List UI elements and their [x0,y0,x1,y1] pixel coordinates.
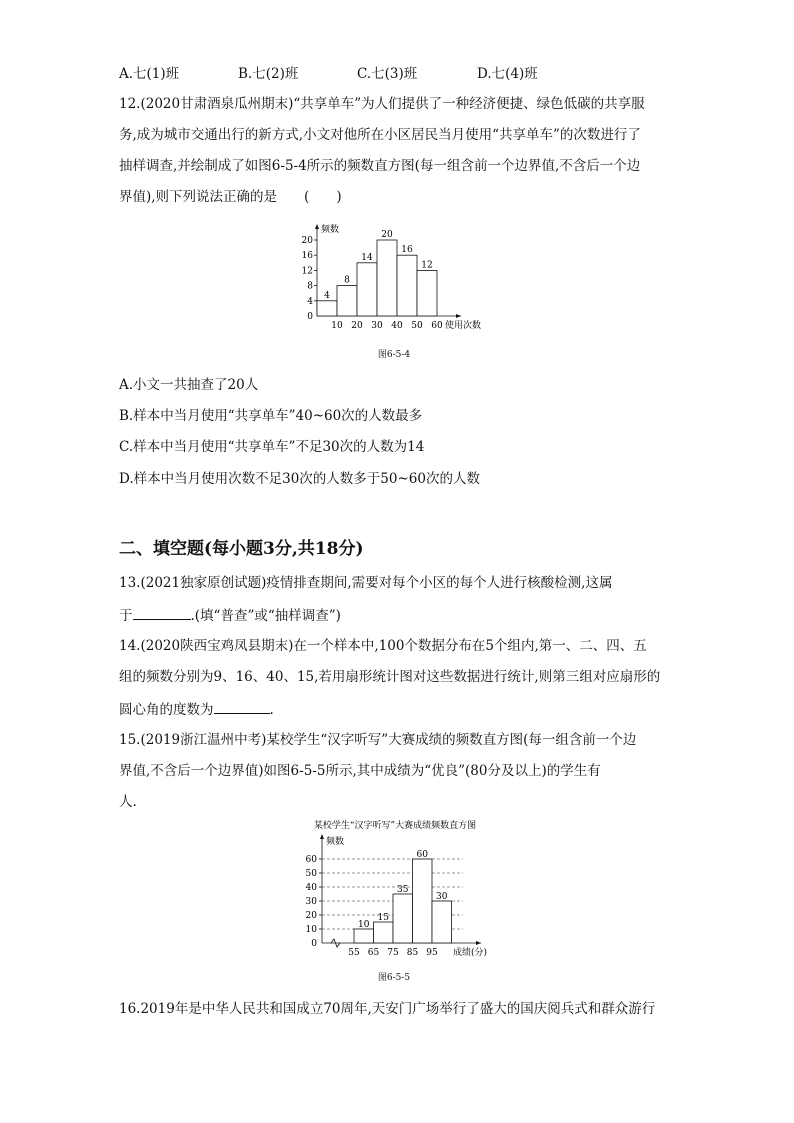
x-tick-label: 75 [387,948,399,958]
q11-option-a: A.七(1)班 [119,66,180,82]
x-tick-label: 85 [406,948,419,958]
bar-value-label: 12 [421,260,433,271]
x-tick-label: 50 [411,321,423,331]
y-tick-label: 8 [307,281,313,292]
histogram-bar [413,859,433,943]
y-tick-label: 0 [307,312,313,322]
histogram-bar [337,286,357,316]
bar-value-label: 16 [401,245,413,256]
bar-value-label: 20 [381,230,393,240]
bar-value-label: 14 [361,252,373,263]
q14-line-3 [119,699,274,719]
q12-line-2: 务,成为城市交通出行的新方式,小文对他所在小区居民当月使用“共享单车”的次数进行了 [119,127,641,143]
y-tick-label: 4 [307,296,313,307]
x-tick-label: 60 [431,321,443,331]
bar-value-label: 4 [324,290,330,301]
y-axis-arrow [320,834,324,839]
histogram-bar [393,894,413,943]
x-tick-label: 55 [348,948,360,958]
q12-line-1: 12.(2020甘肃酒泉瓜州期末)“共享单车”为人们提供了一种经济便捷、绿色低碳的共享服 [119,96,645,112]
q12-option-a: A.小文一共抽查了20人 [119,377,259,393]
q12-line-4: 界值),则下列说法正确的是 ( ) [119,189,342,205]
bar-value-label: 15 [377,913,389,923]
y-tick-label: 30 [305,897,317,907]
y-tick-label: 20 [301,236,313,246]
y-tick-label: 50 [305,869,317,879]
q12-option-b: B.样本中当月使用“共享单车”40~60次的人数最多 [119,408,423,424]
q12-option-d: D.样本中当月使用次数不足30次的人数多于50~60次的人数 [119,471,480,487]
q13-prefix: 于 [119,608,133,624]
y-tick-label: 60 [305,855,317,865]
q11-option-d: D.七(4)班 [477,66,538,82]
q14-answer-blank[interactable] [214,699,270,714]
bar-value-label: 30 [436,892,448,902]
y-axis-arrow [315,224,319,229]
section-2-title: 二、填空题(每小题3分,共18分) [119,539,364,559]
q12-option-c: C.样本中当月使用“共享单车”不足30次的人数为14 [119,439,425,455]
histogram-bar [417,270,437,316]
q15-line-1: 15.(2019浙江温州中考)某校学生“汉字听写”大赛成绩的频数直方图(每一组含前一个边 [119,732,637,748]
x-tick-label: 65 [367,948,380,958]
histogram-bar [354,929,374,943]
q14-prefix: 圆心角的度数为 [119,702,214,718]
q15-line-2: 界值,不含后一个边界值)如图6-5-5所示,其中成绩为“优良”(80分及以上)的学生有 [119,763,601,779]
bar-value-label: 8 [344,275,350,286]
y-tick-label: 12 [301,266,313,277]
q14-line-1: 14.(2020陕西宝鸡凤县期末)在一个样本中,100个数据分布在5个组内,第一、二、四、五 [119,638,647,654]
y-tick-label: 40 [305,883,317,893]
bar-value-label: 35 [397,885,409,895]
q16-line-1: 16.2019年是中华人民共和国成立70周年,天安门广场举行了盛大的国庆阅兵式和群众游行 [119,1001,656,1017]
bar-value-label: 10 [358,920,370,930]
q12-line-3: 抽样调查,并绘制成了如图6-5-4所示的频数直方图(每一组含前一个边界值,不含后一个边 [119,158,641,174]
q15-line-3: 人. [119,794,137,810]
q14-suffix: . [269,702,274,718]
q13-line-2 [119,605,341,625]
y-axis-label: 频数 [326,837,345,847]
figure-caption-6-5-4: 图6-5-4 [377,350,411,360]
x-tick-label: 10 [331,321,343,331]
y-tick-label: 16 [301,251,313,262]
x-axis-arrow [456,314,461,318]
histogram-bar [432,901,452,943]
q11-option-c: C.七(3)班 [357,66,418,82]
histogram-bar [377,240,397,316]
bar-value-label: 60 [416,850,428,860]
y-tick-label: 20 [305,911,317,921]
y-axis-label: 频数 [321,225,340,235]
figure-caption-6-5-5: 图6-5-5 [377,973,411,983]
y-tick-label: 10 [305,925,317,935]
q13-answer-blank[interactable] [133,605,191,620]
histogram-6-5-5 [285,816,515,962]
histogram-bar [317,301,337,316]
x-axis-label: 使用次数 [445,321,482,331]
x-tick-label: 20 [351,321,363,331]
q14-line-2: 组的频数分别为9、16、40、15,若用扇形统计图对这些数据进行统计,则第三组对应扇形的 [119,669,661,685]
chart-title: 某校学生“汉字听写”大赛成绩频数直方图 [313,821,477,831]
x-tick-label: 40 [391,321,403,331]
x-axis-arrow [476,941,481,945]
x-axis-label: 成绩(分) [453,948,488,958]
q11-option-b: B.七(2)班 [238,66,299,82]
histogram-bar [357,263,377,316]
histogram-bar [397,255,417,316]
histogram-bar [374,922,394,943]
y-tick-label: 0 [311,939,317,949]
x-tick-label: 95 [426,948,438,958]
histogram-6-5-4 [290,220,500,340]
x-tick-label: 30 [371,321,383,331]
q13-suffix: .(填“普查”或“抽样调查”) [190,608,341,624]
q13-line-1: 13.(2021独家原创试题)疫情排查期间,需要对每个小区的每个人进行核酸检测,这属 [119,575,613,591]
